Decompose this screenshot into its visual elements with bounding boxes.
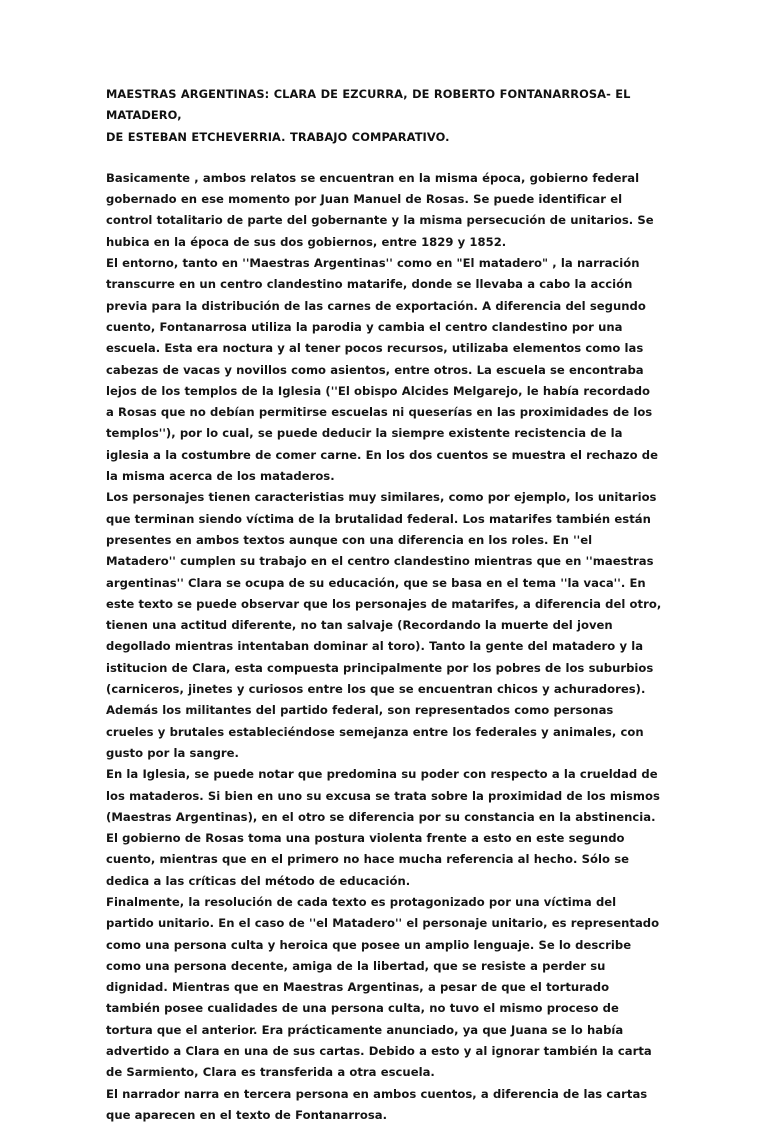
paragraph-2: El entorno, tanto en ''Maestras Argentinas'' como en "El matadero" , la narración transcurre en un centro clandestino matarife, donde se llevaba a cabo la acción previa para la distribución de las carnes de exportación. A diferencia del segundo cuento, Fontanarrosa utiliza la parodia y cambia el centro clandestino por una escuela. Esta era noctura y al tener pocos recursos, utilizaba elementos como las cabezas de vacas y novillos como asientos, entre otros. La escuela se encontraba lejos de los templos de la Iglesia (''El obispo Alcides Melgarejo, le había recordado a Rosas que no debían permitirse escuelas ni queserías en las proximidades de los templos''), por lo cual, se puede deducir la siempre existente recistencia de la iglesia a la costumbre de comer carne. En los dos cuentos se muestra el rechazo de la misma acerca de los mataderos. [106, 256, 658, 484]
document-title [106, 84, 662, 148]
document-text-body [106, 84, 662, 1126]
paragraph-1: Basicamente , ambos relatos se encuentran en la misma época, gobierno federal gobernado en ese momento por Juan Manuel de Rosas. Se puede identificar el control totalitario de parte del gobernante y la misma persecución de unitarios. Se hubica en la época de sus dos gobiernos, entre 1829 y 1852. [106, 170, 654, 249]
paragraph-5: Finalmente, la resolución de cada texto es protagonizado por una víctima del partido unitario. En el caso de ''el Matadero'' el personaje unitario, es representado como una persona culta y heroica que posee un amplio lenguaje. Se lo describe como una persona decente, amiga de la libertad, que se resiste a perder su dignidad. Mientras que en Maestras Argentinas, a pesar de que el torturado también posee cualidades de una persona culta, no tuvo el mismo proceso de tortura que el anterior. Era prácticamente anunciado, ya que Juana se lo había advertido a Clara en una de sus cartas. Debido a esto y al ignorar también la carta de Sarmiento, Clara es transferida a otra escuela. [106, 894, 660, 1080]
document-title-line-2: DE ESTEBAN ETCHEVERRIA. TRABAJO COMPARATIVO. [106, 129, 450, 144]
title-body-spacer [106, 148, 662, 168]
paragraph-3: Los personajes tienen caracteristias muy similares, como por ejemplo, los unitarios que terminan siendo víctima de la brutalidad federal. Los matarifes también están presentes en ambos textos aunque con una diferencia en los roles. En ''el Matadero'' cumplen su trabajo en el centro clandestino mientras que en ''maestras argentinas'' Clara se ocupa de su educación, que se basa en el tema ''la vaca''. En este texto se puede observar que los personajes de matarifes, a diferencia del otro, tienen una actitud diferente, no tan salvaje (Recordando la muerte del joven degollado mientras intentaban dominar al toro). Tanto la gente del matadero y la istitucion de Clara, esta compuesta principalmente por los pobres de los suburbios (carniceros, jinetes y curiosos entre los que se encuentran chicos y achuradores). Además los militantes del partido federal, son representados como personas crueles y brutales estableciéndose semejanza entre los federales y animales, con gusto por la sangre. [106, 490, 662, 760]
paragraph-4: En la Iglesia, se puede notar que predomina su poder con respecto a la crueldad de los mataderos. Si bien en uno su excusa se trata sobre la proximidad de los mismos (Maestras Argentinas), en el otro se diferencia por su constancia en la abstinencia. El gobierno de Rosas toma una postura violenta frente a esto en este segundo cuento, mientras que en el primero no hace mucha referencia al hecho. Sólo se dedica a las críticas del método de educación. [106, 767, 660, 888]
document-title-line-1: MAESTRAS ARGENTINAS: CLARA DE EZCURRA, DE ROBERTO FONTANARROSA- EL MATADERO, [106, 87, 631, 123]
paragraph-6: El narrador narra en tercera persona en ambos cuentos, a diferencia de las cartas que aparecen en el texto de Fontanarrosa. [106, 1086, 648, 1122]
